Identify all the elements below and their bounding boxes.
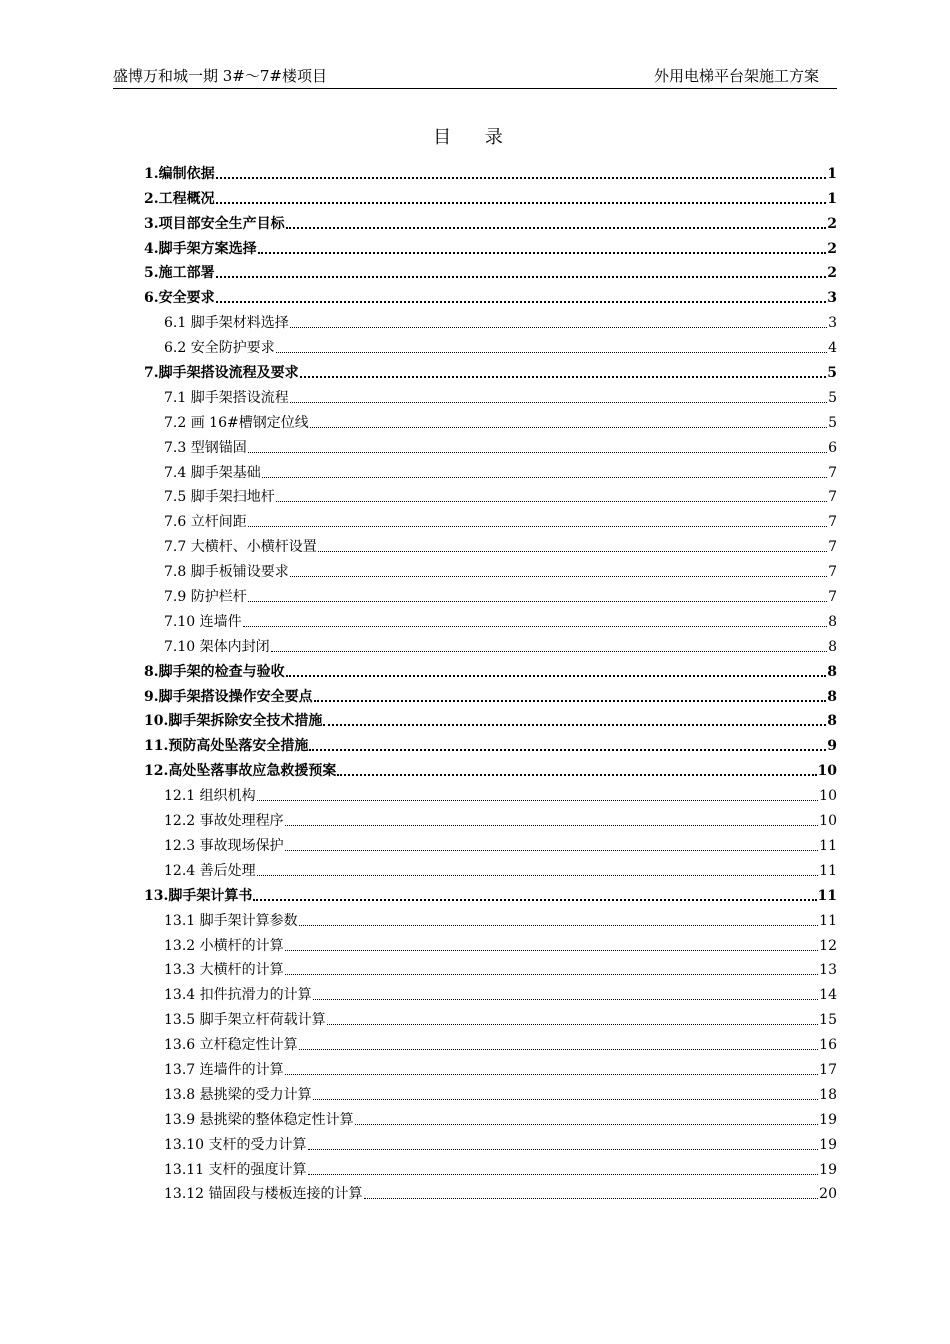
- toc-entry-label: 7.5 脚手架扫地杆: [164, 489, 275, 506]
- toc-entry-label: 12.4 善后处理: [164, 862, 256, 879]
- toc-entry-page-number: 19: [819, 1161, 837, 1178]
- toc-entry-page-number: 10: [819, 813, 837, 830]
- toc-entry-label: 4.脚手架方案选择: [144, 240, 257, 257]
- toc-leader-dots: [318, 551, 827, 552]
- toc-entry-label: 7.10 架体内封闭: [164, 638, 270, 655]
- toc-leader-dots: [285, 825, 819, 826]
- toc-entry[interactable]: [144, 606, 837, 631]
- toc-entry-label: 7.脚手架搭设流程及要求: [144, 365, 299, 382]
- toc-entry-page-number: 6: [828, 439, 837, 456]
- toc-leader-dots: [299, 1049, 819, 1050]
- toc-leader-dots: [248, 452, 827, 453]
- toc-entry-label: 7.7 大横杆、小横杆设置: [164, 539, 317, 556]
- toc-entry-label: 8.脚手架的检查与验收: [144, 663, 285, 680]
- toc-leader-dots: [257, 800, 819, 801]
- toc-entry[interactable]: [144, 905, 837, 930]
- toc-entry-label: 13.2 小横杆的计算: [164, 937, 284, 954]
- toc-entry-page-number: 3: [827, 290, 837, 307]
- toc-entry[interactable]: [144, 1104, 837, 1129]
- toc-entry-label: 11.预防高处坠落安全措施: [144, 738, 309, 755]
- toc-entry[interactable]: [144, 730, 837, 755]
- toc-entry[interactable]: [144, 1079, 837, 1104]
- toc-leader-dots: [308, 1149, 819, 1150]
- toc-entry-label: 7.6 立杆间距: [164, 514, 247, 531]
- toc-entry-page-number: 10: [817, 763, 837, 780]
- toc-entry-page-number: 2: [827, 240, 837, 257]
- toc-entry-label: 13.脚手架计算书: [144, 887, 253, 904]
- toc-entry[interactable]: [144, 880, 837, 905]
- toc-entry-page-number: 16: [819, 1037, 837, 1054]
- toc-leader-dots: [216, 301, 827, 303]
- toc-leader-dots: [243, 626, 827, 627]
- toc-entry-page-number: 5: [828, 389, 837, 406]
- toc-entry[interactable]: [144, 855, 837, 880]
- toc-leader-dots: [299, 925, 819, 926]
- toc-leader-dots: [309, 749, 826, 751]
- toc-entry[interactable]: [144, 1129, 837, 1154]
- toc-entry[interactable]: [144, 656, 837, 681]
- header-project-name: 盛博万和城一期 3#～7#楼项目: [113, 67, 327, 85]
- toc-entry-page-number: 10: [819, 788, 837, 805]
- toc-entry[interactable]: [144, 382, 837, 407]
- toc-entry-page-number: 7: [828, 539, 837, 556]
- toc-leader-dots: [290, 327, 827, 328]
- toc-leader-dots: [216, 177, 827, 179]
- toc-entry[interactable]: [144, 780, 837, 805]
- toc-entry-label: 3.项目部安全生产目标: [144, 215, 285, 232]
- toc-leader-dots: [285, 1074, 819, 1075]
- toc-entry[interactable]: [144, 158, 837, 183]
- toc-entry-label: 5.施工部署: [144, 265, 215, 282]
- toc-leader-dots: [276, 352, 827, 353]
- toc-leader-dots: [286, 675, 827, 677]
- toc-entry-page-number: 2: [827, 265, 837, 282]
- toc-entry-label: 13.5 脚手架立杆荷载计算: [164, 1012, 326, 1029]
- header-document-title: 外用电梯平台架施工方案: [653, 67, 819, 85]
- toc-entry-label: 13.7 连墙件的计算: [164, 1061, 284, 1078]
- toc-entry-label: 13.1 脚手架计算参数: [164, 912, 298, 929]
- toc-entry[interactable]: [144, 979, 837, 1004]
- table-of-contents: [144, 158, 837, 1203]
- toc-entry-label: 13.6 立杆稳定性计算: [164, 1037, 298, 1054]
- toc-entry-label: 7.9 防护栏杆: [164, 589, 247, 606]
- toc-entry-page-number: 17: [819, 1061, 837, 1078]
- toc-leader-dots: [258, 252, 827, 254]
- toc-leader-dots: [262, 477, 827, 478]
- toc-entry-label: 13.10 支杆的受力计算: [164, 1136, 307, 1153]
- toc-title: 目 录: [433, 127, 517, 148]
- toc-leader-dots: [313, 999, 819, 1000]
- toc-entry-label: 7.3 型钢锚固: [164, 439, 247, 456]
- toc-leader-dots: [337, 774, 816, 776]
- toc-entry-label: 6.1 脚手架材料选择: [164, 315, 289, 332]
- toc-entry-page-number: 7: [828, 514, 837, 531]
- toc-entry-label: 1.编制依据: [144, 165, 215, 182]
- toc-entry[interactable]: [144, 805, 837, 830]
- toc-entry-label: 6.安全要求: [144, 290, 215, 307]
- toc-leader-dots: [323, 724, 826, 726]
- toc-entry-label: 7.4 脚手架基础: [164, 464, 261, 481]
- toc-entry-page-number: 7: [828, 489, 837, 506]
- toc-leader-dots: [285, 850, 819, 851]
- toc-entry-label: 6.2 安全防护要求: [164, 340, 275, 357]
- toc-entry-page-number: 9: [827, 738, 837, 755]
- toc-leader-dots: [314, 700, 827, 702]
- toc-leader-dots: [248, 526, 827, 527]
- toc-entry-page-number: 18: [819, 1086, 837, 1103]
- toc-entry-label: 13.3 大横杆的计算: [164, 962, 284, 979]
- toc-entry-page-number: 11: [819, 862, 837, 879]
- toc-entry[interactable]: [144, 233, 837, 258]
- toc-entry[interactable]: [144, 183, 837, 208]
- toc-entry[interactable]: [144, 755, 837, 780]
- toc-entry[interactable]: [144, 208, 837, 233]
- toc-entry[interactable]: [144, 706, 837, 731]
- toc-entry[interactable]: [144, 556, 837, 581]
- toc-entry[interactable]: [144, 482, 837, 507]
- toc-entry-page-number: 4: [828, 340, 837, 357]
- toc-entry-page-number: 11: [817, 887, 837, 904]
- toc-entry-page-number: 11: [819, 912, 837, 929]
- toc-entry-label: 7.2 画 16#槽钢定位线: [164, 414, 309, 431]
- toc-entry-page-number: 8: [828, 613, 837, 630]
- toc-entry-label: 12.3 事故现场保护: [164, 837, 284, 854]
- toc-entry-page-number: 19: [819, 1111, 837, 1128]
- toc-leader-dots: [308, 1174, 819, 1175]
- toc-entry-page-number: 3: [828, 315, 837, 332]
- toc-entry-label: 13.9 悬挑梁的整体稳定性计算: [164, 1111, 354, 1128]
- toc-leader-dots: [285, 974, 819, 975]
- toc-entry-label: 2.工程概况: [144, 190, 215, 207]
- toc-leader-dots: [276, 501, 827, 502]
- toc-leader-dots: [216, 202, 827, 204]
- toc-leader-dots: [300, 376, 827, 378]
- toc-entry[interactable]: [144, 332, 837, 357]
- toc-leader-dots: [327, 1024, 819, 1025]
- toc-leader-dots: [257, 875, 819, 876]
- toc-entry-label: 13.12 锚固段与楼板连接的计算: [164, 1186, 363, 1203]
- toc-entry[interactable]: [144, 258, 837, 283]
- toc-entry[interactable]: [144, 830, 837, 855]
- toc-leader-dots: [216, 276, 827, 278]
- toc-entry-label: 7.10 连墙件: [164, 613, 242, 630]
- toc-entry-page-number: 8: [827, 663, 837, 680]
- toc-entry-page-number: 5: [828, 414, 837, 431]
- toc-entry-page-number: 8: [828, 638, 837, 655]
- toc-entry-label: 12.高处坠落事故应急救援预案: [144, 763, 337, 780]
- toc-entry-label: 13.8 悬挑梁的受力计算: [164, 1086, 312, 1103]
- toc-entry-page-number: 2: [827, 215, 837, 232]
- toc-entry[interactable]: [144, 1029, 837, 1054]
- toc-entry-page-number: 20: [819, 1186, 837, 1203]
- toc-leader-dots: [271, 651, 827, 652]
- toc-entry-page-number: 8: [827, 713, 837, 730]
- toc-entry-page-number: 19: [819, 1136, 837, 1153]
- toc-entry-label: 12.1 组织机构: [164, 788, 256, 805]
- toc-entry[interactable]: [144, 307, 837, 332]
- toc-entry[interactable]: [144, 1004, 837, 1029]
- toc-leader-dots: [310, 427, 827, 428]
- toc-entry-label: 7.8 脚手板铺设要求: [164, 564, 289, 581]
- toc-entry-page-number: 11: [819, 837, 837, 854]
- toc-entry[interactable]: [144, 930, 837, 955]
- toc-leader-dots: [285, 950, 819, 951]
- toc-entry[interactable]: [144, 681, 837, 706]
- toc-entry-page-number: 7: [828, 589, 837, 606]
- toc-entry[interactable]: [144, 506, 837, 531]
- toc-leader-dots: [290, 402, 827, 403]
- toc-entry-page-number: 1: [827, 165, 837, 182]
- toc-entry-label: 13.11 支杆的强度计算: [164, 1161, 307, 1178]
- toc-entry[interactable]: [144, 432, 837, 457]
- toc-entry[interactable]: [144, 1179, 837, 1204]
- toc-leader-dots: [253, 899, 816, 901]
- toc-entry-label: 10.脚手架拆除安全技术措施: [144, 713, 323, 730]
- toc-entry-page-number: 12: [819, 937, 837, 954]
- toc-entry-page-number: 8: [827, 688, 837, 705]
- toc-entry-page-number: 7: [828, 564, 837, 581]
- toc-entry-page-number: 7: [828, 464, 837, 481]
- toc-entry[interactable]: [144, 357, 837, 382]
- toc-entry[interactable]: [144, 1054, 837, 1079]
- toc-entry-page-number: 14: [819, 987, 837, 1004]
- toc-entry-label: 13.4 扣件抗滑力的计算: [164, 987, 312, 1004]
- toc-entry[interactable]: [144, 457, 837, 482]
- toc-leader-dots: [355, 1124, 819, 1125]
- toc-entry[interactable]: [144, 581, 837, 606]
- toc-entry-page-number: 15: [819, 1012, 837, 1029]
- toc-entry[interactable]: [144, 1154, 837, 1179]
- toc-entry-page-number: 5: [827, 365, 837, 382]
- toc-entry[interactable]: [144, 531, 837, 556]
- toc-entry-label: 7.1 脚手架搭设流程: [164, 389, 289, 406]
- toc-entry[interactable]: [144, 282, 837, 307]
- toc-entry-page-number: 1: [827, 190, 837, 207]
- toc-entry[interactable]: [144, 631, 837, 656]
- toc-leader-dots: [286, 227, 827, 229]
- toc-leader-dots: [290, 576, 827, 577]
- toc-entry[interactable]: [144, 955, 837, 980]
- toc-leader-dots: [313, 1099, 819, 1100]
- toc-leader-dots: [364, 1198, 819, 1199]
- page-header: [113, 66, 837, 89]
- toc-entry-label: 12.2 事故处理程序: [164, 813, 284, 830]
- toc-entry-page-number: 13: [819, 962, 837, 979]
- toc-entry-label: 9.脚手架搭设操作安全要点: [144, 688, 313, 705]
- toc-leader-dots: [248, 601, 827, 602]
- toc-entry[interactable]: [144, 407, 837, 432]
